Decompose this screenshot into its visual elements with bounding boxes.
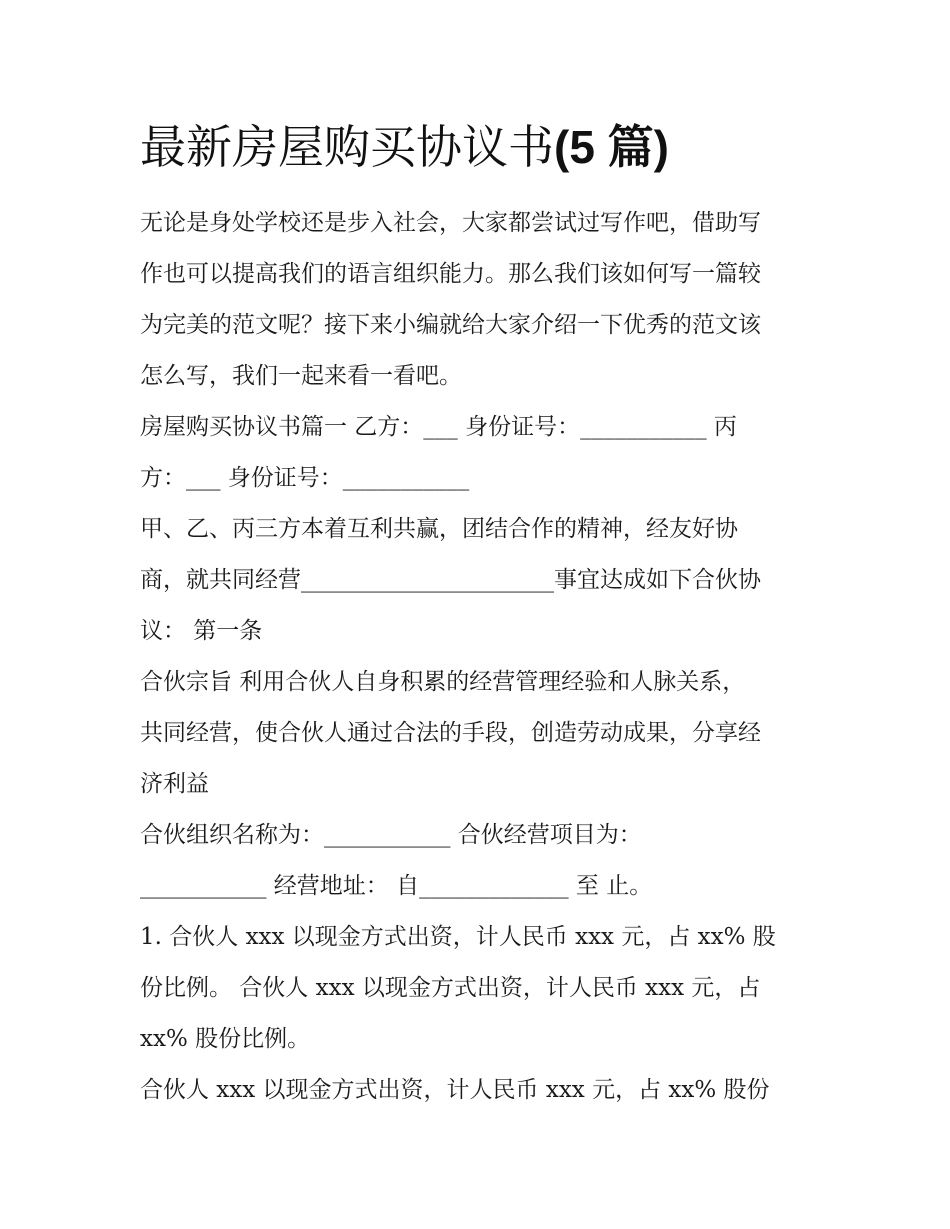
text-line: 共同经营，使合伙人通过合法的手段，创造劳动成果，分享经 <box>140 720 761 746</box>
text-line: ___________ 经营地址： 自_____________ 至 止。 <box>140 873 653 899</box>
paragraph-parties <box>140 402 830 504</box>
title-suffix: (5 篇) <box>554 121 669 173</box>
text-line: 房屋购买协议书篇一 乙方：___ 身份证号：___________ 丙 <box>140 414 737 440</box>
text-line: 商，就共同经营______________________事宜达成如下合伙协 <box>140 567 761 593</box>
text-line: 方：___ 身份证号：___________ <box>140 465 470 491</box>
paragraph-purpose <box>140 657 830 810</box>
text-line: 合伙人 xxx 以现金方式出资，计人民币 xxx 元，占 xx% 股份 <box>140 1077 770 1103</box>
text-line: 甲、乙、丙三方本着互利共赢，团结合作的精神，经友好协 <box>140 516 738 542</box>
title-main: 最新房屋购买协议书 <box>140 120 554 174</box>
paragraph-agreement <box>140 504 830 657</box>
paragraph-organization <box>140 810 830 912</box>
paragraph-contribution-1 <box>140 912 830 1065</box>
document-body <box>140 198 830 1116</box>
paragraph-contribution-2 <box>140 1065 830 1116</box>
text-line: 为完美的范文呢？接下来小编就给大家介绍一下优秀的范文该 <box>140 312 761 338</box>
text-line: 无论是身处学校还是步入社会，大家都尝试过写作吧，借助写 <box>140 210 761 236</box>
text-line: 份比例。 合伙人 xxx 以现金方式出资，计人民币 xxx 元，占 <box>140 975 761 1001</box>
text-line: 1. 合伙人 xxx 以现金方式出资，计人民币 xxx 元，占 xx% 股 <box>140 924 776 950</box>
text-line: 作也可以提高我们的语言组织能力。那么我们该如何写一篇较 <box>140 261 761 287</box>
document-title <box>140 116 669 178</box>
text-line: 合伙组织名称为：___________ 合伙经营项目为： <box>140 822 642 848</box>
paragraph-intro <box>140 198 830 402</box>
text-line: xx% 股份比例。 <box>140 1026 311 1052</box>
text-line: 合伙宗旨 利用合伙人自身积累的经营管理经验和人脉关系， <box>140 669 746 695</box>
text-line: 议： 第一条 <box>140 618 263 644</box>
text-line: 济利益 <box>140 771 209 797</box>
text-line: 怎么写，我们一起来看一看吧。 <box>140 363 462 389</box>
